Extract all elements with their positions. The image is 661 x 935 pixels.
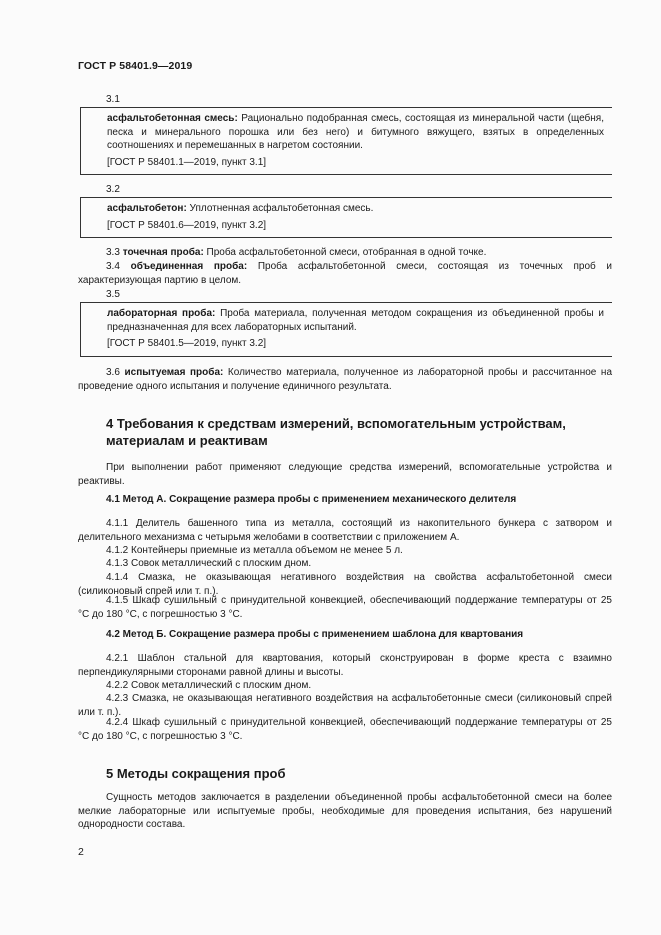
term-definition: [81, 303, 612, 334]
term-box: [80, 197, 612, 238]
term-box: [80, 107, 612, 175]
term-name: лабораторная проба:: [107, 308, 216, 319]
list-item: 4.2.4 Шкаф сушильный с принудительной конвекцией, обеспечивающий поддержание температуры от 25 °С до 180 °С, с погрешностью 3 °С.: [78, 717, 612, 742]
section-heading: 5 Методы сокращения проб: [106, 766, 286, 781]
term-box: [80, 302, 612, 357]
term-definition: [81, 198, 612, 216]
page-number: 2: [78, 846, 84, 858]
document-header: ГОСТ Р 58401.9—2019: [78, 60, 193, 72]
term-text: Количество материала, полученное из лабораторной пробы и рассчитанное на проведение одного испытания и получение единичного результата.: [78, 367, 613, 392]
term-number: 3.4: [106, 261, 131, 272]
section-heading: [106, 415, 566, 449]
term-number: 3.5: [106, 289, 120, 300]
term-definition: [81, 108, 612, 153]
term-number: 3.1: [106, 94, 120, 105]
term-number: 3.2: [106, 184, 120, 195]
term-reference: [ГОСТ Р 58401.1—2019, пункт 3.1]: [107, 156, 267, 168]
section-paragraph: Сущность методов заключается в разделении объединенной пробы асфальтобетонной смеси на более мелкие лабораторные или испытуемые пробы, необходимые для проведения испытания, без нарушений однородности состава.: [78, 792, 612, 830]
term-number: 3.6: [106, 367, 125, 378]
list-item: 4.2.2 Совок металлический с плоским дном.: [106, 680, 312, 691]
list-item: 4.1.3 Совок металлический с плоским дном.: [106, 558, 312, 569]
term-name: асфальтобетон:: [107, 203, 187, 214]
subsection-heading: 4.2 Метод Б. Сокращение размера пробы с применением шаблона для квартования: [106, 629, 524, 640]
term-text: Проба материала, полученная методом сокращения из объединенной пробы и предназначенная для всех лабораторных испытаний.: [107, 308, 604, 333]
term-name: точечная проба:: [122, 247, 204, 258]
list-item: 4.1.1 Делитель башенного типа из металла, состоящий из накопительного бункера с затвором и делительного механизма с четырьмя желобами в соответствии с приложением А.: [78, 518, 612, 543]
term-name: испытуемая проба:: [124, 367, 224, 378]
list-item: 4.1.5 Шкаф сушильный с принудительной конвекцией, обеспечивающий поддержание температуры от 25 °С до 180 °С, с погрешностью 3 °С.: [78, 595, 612, 620]
list-item: 4.1.4 Смазка, не оказывающая негативного воздействия на свойства асфальтобетонной смеси (силиконовый спрей или т. п.).: [78, 572, 612, 597]
term-text: Уплотненная асфальтобетонная смесь.: [186, 203, 374, 214]
term-paragraph: [78, 246, 612, 260]
term-reference: [ГОСТ Р 58401.5—2019, пункт 3.2]: [107, 338, 267, 349]
term-reference: [ГОСТ Р 58401.6—2019, пункт 3.2]: [107, 219, 267, 231]
term-number: 3.3: [106, 247, 123, 258]
section-heading-line: материалам и реактивам: [106, 433, 268, 448]
list-item: 4.2.3 Смазка, не оказывающая негативного воздействия на асфальтобетонные смеси (силиконовый спрей или т. п.).: [78, 693, 612, 718]
subsection-heading: 4.1 Метод А. Сокращение размера пробы с применением механического делителя: [106, 494, 517, 505]
term-text: Проба асфальтобетонной смеси, отобранная в одной точке.: [203, 247, 487, 258]
term-paragraph: [78, 366, 612, 393]
section-heading-line: 4 Требования к средствам измерений, вспомогательным устройствам,: [106, 416, 566, 431]
term-text: Рационально подобранная смесь, состоящая из минеральной части (щебня, песка и минерального порошка или без него) и битумного вяжущего, взятых в определенных соотношениях и перемешанных в нагретом состоянии.: [107, 113, 604, 151]
term-text: Проба асфальтобетонной смеси, состоящая из точечных проб и характеризующая партию в целом.: [78, 261, 613, 286]
section-intro: При выполнении работ применяют следующие средства измерений, вспомогательные устройства и реактивы.: [78, 462, 612, 487]
list-item: 4.2.1 Шаблон стальной для квартования, который сконструирован в форме креста с взаимно перпендикулярными сторонами равной длины и высоты.: [78, 653, 612, 678]
list-item: 4.1.2 Контейнеры приемные из металла объемом не менее 5 л.: [106, 545, 403, 556]
term-name: объединенная проба:: [130, 261, 248, 272]
term-paragraph: [78, 260, 612, 287]
term-name: асфальтобетонная смесь:: [107, 113, 238, 124]
